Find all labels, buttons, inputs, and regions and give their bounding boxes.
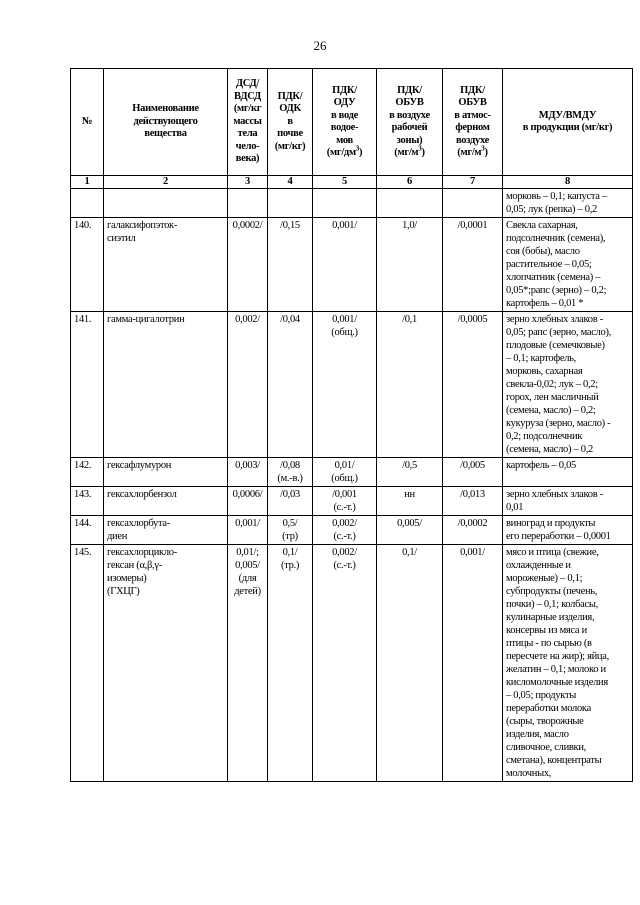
- cell-line: (мг/кг: [233, 103, 262, 115]
- column-number-row: [71, 176, 633, 189]
- header-row: [71, 69, 633, 176]
- header-col-water: ПДК/ ОДУ в воде водое- мов $(мг/дм^3)$: [313, 69, 377, 176]
- cell-line: 0,005/: [397, 518, 422, 529]
- table-row: [71, 458, 633, 487]
- cell-line: консервы из мяса и: [506, 625, 587, 636]
- cell-line: массы: [233, 115, 262, 127]
- cell-line: 0,05; рапс (зерно, масло),: [506, 327, 611, 338]
- mdu-value: [503, 218, 633, 312]
- atmo-air-value: [443, 189, 503, 218]
- dsd-value: [228, 487, 268, 516]
- cell-line: желатин – 0,1; молоко и: [506, 664, 606, 675]
- cell-line: воздухе: [456, 134, 489, 146]
- cell-line: в воде: [330, 109, 358, 121]
- table-row: [71, 189, 633, 218]
- cell-line: гексахлорбута-: [107, 518, 170, 529]
- cell-line: /0,0001: [457, 220, 488, 231]
- cell-line: картофель – 0,01 *: [506, 298, 584, 309]
- cell-line: (семена, масло) – 0,2;: [506, 405, 596, 416]
- cell-line: почки) – 0,1; колбасы,: [506, 599, 598, 610]
- cell-line: 0,001/: [332, 220, 357, 231]
- cell-line: ПДК/: [460, 84, 485, 96]
- cell-line: чело-: [235, 140, 260, 152]
- cell-line: (семена, масло) – 0,2: [506, 444, 593, 455]
- cell-line: рабочей: [391, 122, 428, 133]
- water-value: [313, 487, 377, 516]
- table-row: [71, 312, 633, 458]
- cell-line: 0,003/: [235, 460, 260, 471]
- soil-value: [268, 458, 313, 487]
- cell-line: вещества: [144, 128, 187, 140]
- cell-line: зерно хлебных злаков -: [506, 314, 603, 325]
- column-number: 4: [268, 176, 313, 189]
- cell-line: кисломолочные изделия: [506, 677, 608, 688]
- row-number: 143.: [71, 487, 104, 516]
- cell-line: ПДК/: [397, 84, 422, 96]
- header-col-substance: [104, 69, 228, 176]
- cell-line: ПДК/: [277, 90, 303, 102]
- cell-line: /0,0005: [457, 314, 488, 325]
- cell-line: сливочное, сливки,: [506, 742, 586, 753]
- cell-line: ОДК: [279, 103, 301, 115]
- column-number: 3: [228, 176, 268, 189]
- cell-line: свекла-0,02; лук – 0,2;: [506, 379, 598, 390]
- workzone-air-value: [377, 189, 443, 218]
- cell-line: 0,1/: [282, 547, 298, 558]
- cell-line: горох, лен масличный: [506, 392, 599, 403]
- cell-line: молочных,: [506, 768, 552, 779]
- cell-line: 0,01: [506, 502, 524, 513]
- atmo-air-value: [443, 516, 503, 545]
- cell-line: века): [235, 153, 260, 165]
- row-number: 142.: [71, 458, 104, 487]
- cell-line: галаксифопэток-: [107, 220, 178, 231]
- cell-line: /0,0002: [457, 518, 488, 529]
- cell-line: 0,001/: [235, 518, 260, 529]
- cell-line: в воздухе: [389, 109, 430, 121]
- cell-line: переработки молока: [506, 703, 591, 714]
- cell-line: зоны): [396, 134, 423, 146]
- dsd-value: [228, 189, 268, 218]
- cell-line: Свекла сахарная,: [506, 220, 578, 231]
- table-row: [71, 545, 633, 782]
- water-value: [313, 218, 377, 312]
- cell-line: (с.-т.): [333, 502, 356, 513]
- cell-line: мов: [336, 134, 353, 146]
- atmo-air-value: [443, 545, 503, 782]
- cell-line: зерно хлебных злаков -: [506, 489, 603, 500]
- cell-line: мороженые) – 0,1;: [506, 573, 583, 584]
- cell-line: 0,5/: [282, 518, 298, 529]
- workzone-air-value: [377, 312, 443, 458]
- row-number: 144.: [71, 516, 104, 545]
- column-number: 6: [377, 176, 443, 189]
- soil-value: [268, 487, 313, 516]
- cell-line: действующего: [133, 115, 198, 127]
- column-number: 8: [503, 176, 633, 189]
- cell-line: изделия, масло: [506, 729, 569, 740]
- header-col-soil: [268, 69, 313, 176]
- cell-line: кулинарные изделия,: [506, 612, 595, 623]
- cell-line: кукуруза (зерно, масло) -: [506, 418, 611, 429]
- cell-line: сиэтил: [107, 233, 136, 244]
- cell-line: гексахлорцикло-: [107, 547, 177, 558]
- substance-name: [104, 487, 228, 516]
- cell-line: (мг/кг): [274, 140, 306, 152]
- dsd-value: [228, 458, 268, 487]
- page-number: 26: [313, 38, 327, 53]
- cell-line: гексан (α,β,γ-: [107, 560, 162, 571]
- table-row: [71, 218, 633, 312]
- cell-line: ОДУ: [333, 97, 356, 108]
- cell-line: 0,2; подсолнечник: [506, 431, 583, 442]
- dsd-value: [228, 516, 268, 545]
- cell-line: (для: [238, 573, 257, 584]
- column-number: 2: [104, 176, 228, 189]
- cell-line: в продукции (мг/кг): [522, 122, 613, 133]
- cell-line: 0,001/: [460, 547, 485, 558]
- row-number: 141.: [71, 312, 104, 458]
- atmo-air-value: [443, 312, 503, 458]
- cell-line: диен: [107, 531, 128, 542]
- cell-line: сметана), концентраты: [506, 755, 602, 766]
- cell-line: в атмос-: [454, 109, 491, 121]
- substance-name: [104, 458, 228, 487]
- cell-line: 0,0006/: [232, 489, 263, 500]
- cell-line: /0,08: [280, 460, 300, 471]
- cell-line: (общ.): [331, 327, 358, 338]
- cell-line: картофель – 0,05: [506, 460, 576, 471]
- cell-line: 0,002/: [235, 314, 260, 325]
- table-row: [71, 487, 633, 516]
- table-row: [71, 516, 633, 545]
- cell-line: /0,15: [280, 220, 300, 231]
- cell-line: мясо и птица (свежие,: [506, 547, 599, 558]
- cell-line: (с.-т.): [333, 560, 356, 571]
- cell-line: плодовые (семечковые): [506, 340, 605, 351]
- dsd-value: [228, 545, 268, 782]
- cell-line: 0,05*;рапс (зерно) – 0,2;: [506, 285, 607, 296]
- cell-line: 0,002/: [332, 547, 357, 558]
- cell-line: соя (бобы), масло: [506, 246, 580, 257]
- cell-line: гамма-цигалотрин: [107, 314, 185, 325]
- cell-line: 0,01/;: [236, 547, 259, 558]
- cell-line: /0,013: [460, 489, 485, 500]
- mdu-value: [503, 516, 633, 545]
- cell-line: виноград и продукты: [506, 518, 596, 529]
- row-number: 140.: [71, 218, 104, 312]
- cell-line: детей): [234, 586, 261, 597]
- substances-table: [70, 68, 633, 782]
- workzone-air-value: [377, 487, 443, 516]
- cell-line: (тр.): [280, 560, 300, 571]
- cell-line: 0,05; лук (репка) – 0,2: [506, 204, 597, 215]
- cell-line: /0,005: [460, 460, 485, 471]
- water-value: [313, 189, 377, 218]
- cell-line: /0,04: [280, 314, 300, 325]
- cell-line: водое-: [330, 122, 359, 133]
- water-value: [313, 312, 377, 458]
- water-value: [313, 458, 377, 487]
- substance-name: [104, 189, 228, 218]
- cell-line: тела: [237, 128, 258, 140]
- cell-line: субпродукты (печень,: [506, 586, 598, 597]
- cell-line: морковь, сахарная: [506, 366, 583, 377]
- cell-line: морковь – 0,1; капуста –: [506, 191, 607, 202]
- column-number: 7: [443, 176, 503, 189]
- row-number: [71, 189, 104, 218]
- cell-line: /0,001: [332, 489, 357, 500]
- cell-line: птицы - по сырью (в: [506, 638, 592, 649]
- mdu-value: [503, 487, 633, 516]
- column-number: 1: [71, 176, 104, 189]
- substance-name: [104, 545, 228, 782]
- cell-line: – 0,05; продукты: [506, 690, 577, 701]
- header-col-mdu: [503, 69, 633, 176]
- header-col-atmo-air: ПДК/ ОБУВ в атмос- ферном воздухе $(мг/м^3)$: [443, 69, 503, 176]
- cell-line: /0,03: [280, 489, 300, 500]
- cell-line: МДУ/ВМДУ: [538, 109, 597, 121]
- substance-name: [104, 516, 228, 545]
- workzone-air-value: [377, 458, 443, 487]
- cell-line: в: [287, 115, 293, 127]
- cell-line: (тр): [282, 531, 298, 542]
- cell-line: 0,1/: [402, 547, 417, 558]
- water-value: [313, 516, 377, 545]
- soil-value: [268, 312, 313, 458]
- cell-line: – 0,1; картофель,: [506, 353, 576, 364]
- cell-line: /0,1: [402, 314, 417, 325]
- cell-line: /0,5: [402, 460, 417, 471]
- cell-line: 0,0002/: [232, 220, 263, 231]
- cell-line: 0,005/: [235, 560, 260, 571]
- cell-line: ДСД/: [235, 78, 260, 90]
- substance-name: [104, 312, 228, 458]
- water-value: [313, 545, 377, 782]
- cell-line: ферном: [455, 122, 490, 133]
- atmo-air-value: [443, 458, 503, 487]
- soil-value: [268, 218, 313, 312]
- column-number: 5: [313, 176, 377, 189]
- mdu-value: [503, 545, 633, 782]
- cell-line: ВДСД: [234, 90, 261, 102]
- cell-line: охлажденные и: [506, 560, 571, 571]
- cell-line: ОБУВ: [395, 97, 424, 108]
- soil-value: [268, 189, 313, 218]
- cell-line: гексахлорбензол: [107, 489, 177, 500]
- mdu-value: [503, 458, 633, 487]
- workzone-air-value: [377, 218, 443, 312]
- cell-line: растительное – 0,05;: [506, 259, 592, 270]
- soil-value: [268, 545, 313, 782]
- row-number: 145.: [71, 545, 104, 782]
- atmo-air-value: [443, 218, 503, 312]
- workzone-air-value: [377, 545, 443, 782]
- cell-line: изомеры): [107, 573, 147, 584]
- cell-line: подсолнечник (семена),: [506, 233, 606, 244]
- mdu-value: [503, 189, 633, 218]
- cell-line: (м.-в.): [277, 473, 303, 484]
- cell-line: нн: [404, 489, 415, 500]
- cell-line: ОБУВ: [458, 97, 487, 108]
- cell-line: 1,0/: [402, 220, 417, 231]
- cell-line: (с.-т.): [333, 531, 356, 542]
- cell-line: (сыры, творожные: [506, 716, 584, 727]
- header-col-number: №: [71, 69, 104, 176]
- cell-line: хлопчатник (семена) –: [506, 272, 601, 283]
- cell-line: Наименование: [132, 103, 199, 115]
- workzone-air-value: [377, 516, 443, 545]
- dsd-value: [228, 312, 268, 458]
- dsd-value: [228, 218, 268, 312]
- header-col-dsd: [228, 69, 268, 176]
- cell-line: пересчете на жир); яйца,: [506, 651, 609, 662]
- cell-line: 0,01/: [334, 460, 355, 471]
- cell-line: гексафлумурон: [107, 460, 172, 471]
- cell-line: ПДК/: [332, 84, 357, 96]
- header-col-workzone-air: ПДК/ ОБУВ в воздухе рабочей зоны) $(мг/м^3)$: [377, 69, 443, 176]
- substance-name: [104, 218, 228, 312]
- cell-line: 0,002/: [332, 518, 357, 529]
- cell-line: (ГХЦГ): [107, 586, 140, 597]
- cell-line: (общ.): [331, 473, 358, 484]
- cell-line: его переработки – 0,0001: [506, 531, 611, 542]
- soil-value: [268, 516, 313, 545]
- cell-line: 0,001/: [332, 314, 357, 325]
- mdu-value: [503, 312, 633, 458]
- cell-line: почве: [277, 128, 303, 140]
- atmo-air-value: [443, 487, 503, 516]
